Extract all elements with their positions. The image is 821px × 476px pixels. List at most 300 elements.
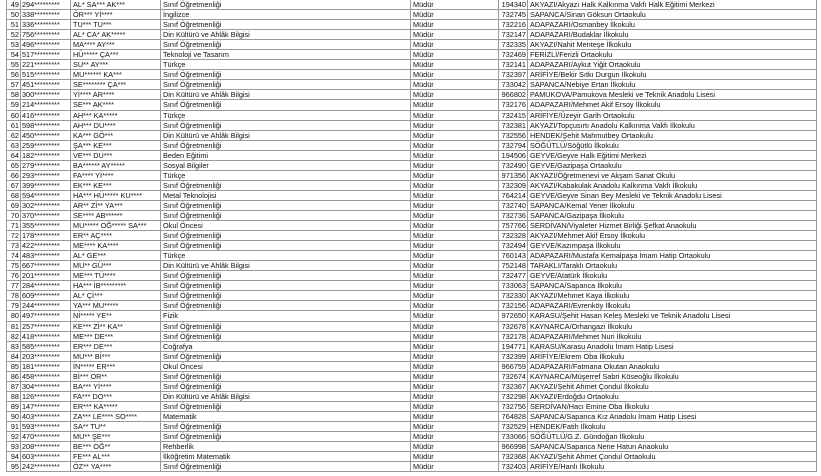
row-number: 49 bbox=[7, 0, 21, 10]
name-cell: ZA*** LE**** SO**** bbox=[71, 411, 161, 421]
title-cell: Müdür bbox=[411, 462, 499, 472]
institution-name: AKYAZI/Şehit Ahmet Çondul Ortaokulu bbox=[528, 452, 817, 462]
institution-name: SAPANCA/Kemal Yener İlkokulu bbox=[528, 200, 817, 210]
title-cell: Müdür bbox=[411, 140, 499, 150]
row-number: 69 bbox=[7, 200, 21, 210]
institution-name: ADAPAZARI/Osmanbey İlkokulu bbox=[528, 20, 817, 30]
title-cell: Müdür bbox=[411, 231, 499, 241]
table-row bbox=[7, 462, 817, 472]
name-cell: KA*** GÖ*** bbox=[71, 130, 161, 140]
name-cell: HA*** HÜ***** KU**** bbox=[71, 190, 161, 200]
name-cell: FE*** AL*** bbox=[71, 452, 161, 462]
tc-number: 338********* bbox=[21, 10, 71, 20]
row-number: 58 bbox=[7, 90, 21, 100]
name-cell: AL* CA* AK***** bbox=[71, 30, 161, 40]
branch-cell: Sınıf Öğretmenliği bbox=[161, 0, 411, 10]
table-row bbox=[7, 291, 817, 301]
branch-cell: Din Kültürü ve Ahlâk Bilgisi bbox=[161, 261, 411, 271]
branch-cell: Okul Öncesi bbox=[161, 221, 411, 231]
name-cell: SE******** ÇA*** bbox=[71, 80, 161, 90]
institution-name: ADAPAZARI/Aykut Yiğit Ortaokulu bbox=[528, 60, 817, 70]
table-row bbox=[7, 0, 817, 10]
institution-name: AKYAZI/Erdoğdu Ortaokulu bbox=[528, 391, 817, 401]
institution-name: AKYAZI/Mehmet Akif Ersoy İlkokulu bbox=[528, 231, 817, 241]
row-number: 63 bbox=[7, 140, 21, 150]
branch-cell: Sınıf Öğretmenliği bbox=[161, 180, 411, 190]
table-row bbox=[7, 381, 817, 391]
title-cell: Müdür bbox=[411, 190, 499, 200]
institution-name: GEYVE/Geyve Halk Eğitimi Merkezi bbox=[528, 150, 817, 160]
table-row bbox=[7, 100, 817, 110]
institution-code: 194340 bbox=[499, 0, 528, 10]
institution-code: 732403 bbox=[499, 462, 528, 472]
institution-name: PAMUKOVA/Pamukova Mesleki ve Teknik Anadolu Lisesi bbox=[528, 90, 817, 100]
institution-name: SAPANCA/Sapanca Nene Hatun Anaokulu bbox=[528, 442, 817, 452]
row-number: 77 bbox=[7, 281, 21, 291]
tc-number: 201********* bbox=[21, 271, 71, 281]
tc-number: 418********* bbox=[21, 331, 71, 341]
tc-number: 593********* bbox=[21, 421, 71, 431]
institution-name: KAYNARCA/Orhangazi İlkokulu bbox=[528, 321, 817, 331]
institution-code: 732556 bbox=[499, 130, 528, 140]
institution-name: ADAPAZARI/Mustafa Kemalpaşa İmam Hatip Ortaokulu bbox=[528, 251, 817, 261]
tc-number: 585********* bbox=[21, 341, 71, 351]
institution-name: SAPANCA/Sapanca Kız Anadolu İmam Hatip Lisesi bbox=[528, 411, 817, 421]
institution-code: 757766 bbox=[499, 221, 528, 231]
title-cell: Müdür bbox=[411, 401, 499, 411]
institution-name: HENDEK/Şehit Mahmutbey Ortaokulu bbox=[528, 130, 817, 140]
name-cell: YA*** MU***** bbox=[71, 301, 161, 311]
branch-cell: Okul Öncesi bbox=[161, 361, 411, 371]
table-row bbox=[7, 10, 817, 20]
table-row bbox=[7, 411, 817, 421]
tc-number: 221********* bbox=[21, 60, 71, 70]
row-number: 82 bbox=[7, 331, 21, 341]
table-row bbox=[7, 251, 817, 261]
institution-code: 732529 bbox=[499, 421, 528, 431]
row-number: 95 bbox=[7, 462, 21, 472]
institution-code: 732176 bbox=[499, 100, 528, 110]
institution-code: 732794 bbox=[499, 140, 528, 150]
branch-cell: Sınıf Öğretmenliği bbox=[161, 80, 411, 90]
table-row bbox=[7, 20, 817, 30]
name-cell: AL* Çİ*** bbox=[71, 291, 161, 301]
tc-number: 293********* bbox=[21, 170, 71, 180]
name-cell: ÖR*** Yİ**** bbox=[71, 10, 161, 20]
tc-number: 214********* bbox=[21, 100, 71, 110]
institution-code: 732141 bbox=[499, 60, 528, 70]
tc-number: 497********* bbox=[21, 311, 71, 321]
tc-number: 756********* bbox=[21, 30, 71, 40]
appointment-table bbox=[6, 0, 817, 472]
tc-number: 257********* bbox=[21, 321, 71, 331]
table-row bbox=[7, 271, 817, 281]
institution-code: 966802 bbox=[499, 90, 528, 100]
row-number: 50 bbox=[7, 10, 21, 20]
table-row bbox=[7, 50, 817, 60]
name-cell: SU** AY*** bbox=[71, 60, 161, 70]
title-cell: Müdür bbox=[411, 120, 499, 130]
branch-cell: Rehberlik bbox=[161, 442, 411, 452]
branch-cell: Sınıf Öğretmenliği bbox=[161, 271, 411, 281]
title-cell: Müdür bbox=[411, 40, 499, 50]
table-row bbox=[7, 371, 817, 381]
branch-cell: Metal Teknolojisi bbox=[161, 190, 411, 200]
row-number: 59 bbox=[7, 100, 21, 110]
tc-number: 178********* bbox=[21, 231, 71, 241]
table-row bbox=[7, 311, 817, 321]
table-row bbox=[7, 130, 817, 140]
title-cell: Müdür bbox=[411, 432, 499, 442]
tc-number: 609********* bbox=[21, 291, 71, 301]
row-number: 70 bbox=[7, 210, 21, 220]
title-cell: Müdür bbox=[411, 10, 499, 20]
institution-name: FERİZLİ/Ferizli Ortaokulu bbox=[528, 50, 817, 60]
row-number: 51 bbox=[7, 20, 21, 30]
title-cell: Müdür bbox=[411, 20, 499, 30]
institution-name: AKYAZI/Topçusırtı Anadolu Kalkınma Vakfı İlkokulu bbox=[528, 120, 817, 130]
branch-cell: Türkçe bbox=[161, 170, 411, 180]
name-cell: ER*** KA***** bbox=[71, 401, 161, 411]
institution-name: SÖĞÜTLÜ/Söğütlü İlkokulu bbox=[528, 140, 817, 150]
name-cell: ER** AÇ**** bbox=[71, 231, 161, 241]
institution-name: KAYNARCA/Müşerref Sabri Köseoğlu İlkokulu bbox=[528, 371, 817, 381]
tc-number: 244********* bbox=[21, 301, 71, 311]
institution-code: 764214 bbox=[499, 190, 528, 200]
title-cell: Müdür bbox=[411, 452, 499, 462]
institution-code: 732156 bbox=[499, 301, 528, 311]
tc-number: 370********* bbox=[21, 210, 71, 220]
name-cell: BA****** AY***** bbox=[71, 160, 161, 170]
tc-number: 181********* bbox=[21, 361, 71, 371]
row-number: 73 bbox=[7, 241, 21, 251]
branch-cell: Sınıf Öğretmenliği bbox=[161, 351, 411, 361]
tc-number: 422********* bbox=[21, 241, 71, 251]
institution-name: SAPANCA/Sinan Göksun Ortaokulu bbox=[528, 10, 817, 20]
branch-cell: Sınıf Öğretmenliği bbox=[161, 421, 411, 431]
institution-code: 732469 bbox=[499, 50, 528, 60]
title-cell: Müdür bbox=[411, 301, 499, 311]
branch-cell: Din Kültürü ve Ahlâk Bilgisi bbox=[161, 90, 411, 100]
name-cell: Nİ***** YE** bbox=[71, 311, 161, 321]
row-number: 56 bbox=[7, 70, 21, 80]
table-row bbox=[7, 341, 817, 351]
row-number: 81 bbox=[7, 321, 21, 331]
table-row bbox=[7, 30, 817, 40]
name-cell: TU*** TU*** bbox=[71, 20, 161, 30]
institution-code: 760143 bbox=[499, 251, 528, 261]
table-row bbox=[7, 221, 817, 231]
row-number: 85 bbox=[7, 361, 21, 371]
table-row bbox=[7, 401, 817, 411]
name-cell: ME**** KA**** bbox=[71, 241, 161, 251]
name-cell: MU****** KA*** bbox=[71, 70, 161, 80]
title-cell: Müdür bbox=[411, 411, 499, 421]
branch-cell: İlköğretim Matematik bbox=[161, 452, 411, 462]
institution-code: 732490 bbox=[499, 160, 528, 170]
name-cell: AH*** DU**** bbox=[71, 120, 161, 130]
table-row bbox=[7, 60, 817, 70]
tc-number: 208********* bbox=[21, 442, 71, 452]
table-row bbox=[7, 190, 817, 200]
branch-cell: Sınıf Öğretmenliği bbox=[161, 210, 411, 220]
tc-number: 147********* bbox=[21, 401, 71, 411]
title-cell: Müdür bbox=[411, 381, 499, 391]
institution-code: 732335 bbox=[499, 40, 528, 50]
row-number: 94 bbox=[7, 452, 21, 462]
row-number: 62 bbox=[7, 130, 21, 140]
institution-name: ADAPAZARI/Fatmana Okutan Anaokulu bbox=[528, 361, 817, 371]
row-number: 65 bbox=[7, 160, 21, 170]
name-cell: BE*** OĞ** bbox=[71, 442, 161, 452]
table-row bbox=[7, 140, 817, 150]
name-cell: HÜ***** ÇA*** bbox=[71, 50, 161, 60]
institution-code: 732399 bbox=[499, 351, 528, 361]
row-number: 66 bbox=[7, 170, 21, 180]
name-cell: SA** TU** bbox=[71, 421, 161, 431]
name-cell: BA*** Yİ**** bbox=[71, 381, 161, 391]
table-row bbox=[7, 120, 817, 130]
name-cell: AH*** KA***** bbox=[71, 110, 161, 120]
name-cell: MU** GÜ*** bbox=[71, 261, 161, 271]
institution-code: 732494 bbox=[499, 241, 528, 251]
tc-number: 594********* bbox=[21, 190, 71, 200]
name-cell: SE*** AK**** bbox=[71, 100, 161, 110]
table-row bbox=[7, 261, 817, 271]
institution-name: KARASU/Karasu Anadolu İmam Hatip Lisesi bbox=[528, 341, 817, 351]
institution-code: 732415 bbox=[499, 110, 528, 120]
title-cell: Müdür bbox=[411, 130, 499, 140]
table-row bbox=[7, 331, 817, 341]
institution-name: ARİFİYE/Üzeyir Garih Ortaokulu bbox=[528, 110, 817, 120]
title-cell: Müdür bbox=[411, 361, 499, 371]
row-number: 86 bbox=[7, 371, 21, 381]
institution-code: 732397 bbox=[499, 70, 528, 80]
name-cell: MU***** OĞ***** SA*** bbox=[71, 221, 161, 231]
branch-cell: Sınıf Öğretmenliği bbox=[161, 20, 411, 30]
name-cell: MU** ŞE*** bbox=[71, 432, 161, 442]
row-number: 91 bbox=[7, 421, 21, 431]
tc-number: 355********* bbox=[21, 221, 71, 231]
institution-code: 732477 bbox=[499, 271, 528, 281]
tc-number: 598********* bbox=[21, 120, 71, 130]
title-cell: Müdür bbox=[411, 251, 499, 261]
institution-name: SAPANCA/Sapanca İlkokulu bbox=[528, 281, 817, 291]
row-number: 90 bbox=[7, 411, 21, 421]
name-cell: AL* GE*** bbox=[71, 251, 161, 261]
institution-name: SÖĞÜTLÜ/G.Z. Gündoğan İlkokulu bbox=[528, 432, 817, 442]
title-cell: Müdür bbox=[411, 341, 499, 351]
name-cell: EK*** KE*** bbox=[71, 180, 161, 190]
row-number: 78 bbox=[7, 291, 21, 301]
branch-cell: Sınıf Öğretmenliği bbox=[161, 301, 411, 311]
institution-code: 732756 bbox=[499, 401, 528, 411]
institution-name: HENDEK/Fatih İlkokulu bbox=[528, 421, 817, 431]
institution-code: 732330 bbox=[499, 291, 528, 301]
name-cell: FA*** DO*** bbox=[71, 391, 161, 401]
tc-number: 279********* bbox=[21, 160, 71, 170]
name-cell: HA*** İB********* bbox=[71, 281, 161, 291]
tc-number: 667********* bbox=[21, 261, 71, 271]
row-number: 75 bbox=[7, 261, 21, 271]
title-cell: Müdür bbox=[411, 60, 499, 70]
table-row bbox=[7, 110, 817, 120]
table-row bbox=[7, 452, 817, 462]
branch-cell: Sınıf Öğretmenliği bbox=[161, 281, 411, 291]
table-row bbox=[7, 432, 817, 442]
title-cell: Müdür bbox=[411, 261, 499, 271]
name-cell: AL* SA*** AK*** bbox=[71, 0, 161, 10]
title-cell: Müdür bbox=[411, 371, 499, 381]
branch-cell: Sınıf Öğretmenliği bbox=[161, 200, 411, 210]
institution-name: ADAPAZARI/Mehmet Nuri İlkokulu bbox=[528, 331, 817, 341]
tc-number: 302********* bbox=[21, 200, 71, 210]
table-row bbox=[7, 200, 817, 210]
title-cell: Müdür bbox=[411, 311, 499, 321]
table-row bbox=[7, 70, 817, 80]
title-cell: Müdür bbox=[411, 391, 499, 401]
institution-name: ARİFİYE/Hanlı İlkokulu bbox=[528, 462, 817, 472]
row-number: 79 bbox=[7, 301, 21, 311]
institution-name: AKYAZI/Akyazı Halk Kalkınma Vakfı Halk Eğitimi Merkezi bbox=[528, 0, 817, 10]
institution-code: 732309 bbox=[499, 180, 528, 190]
title-cell: Müdür bbox=[411, 271, 499, 281]
tc-number: 294********* bbox=[21, 0, 71, 10]
tc-number: 517********* bbox=[21, 50, 71, 60]
institution-code: 764828 bbox=[499, 411, 528, 421]
branch-cell: Teknoloji ve Tasarım bbox=[161, 50, 411, 60]
institution-code: 732147 bbox=[499, 30, 528, 40]
title-cell: Müdür bbox=[411, 200, 499, 210]
row-number: 68 bbox=[7, 190, 21, 200]
row-number: 71 bbox=[7, 221, 21, 231]
institution-code: 732368 bbox=[499, 452, 528, 462]
institution-code: 733066 bbox=[499, 432, 528, 442]
institution-name: ADAPAZARI/Evrenköy İlkokulu bbox=[528, 301, 817, 311]
row-number: 53 bbox=[7, 40, 21, 50]
title-cell: Müdür bbox=[411, 50, 499, 60]
name-cell: VE*** DU*** bbox=[71, 150, 161, 160]
tc-number: 242********* bbox=[21, 462, 71, 472]
table-row bbox=[7, 150, 817, 160]
branch-cell: Matematik bbox=[161, 411, 411, 421]
row-number: 80 bbox=[7, 311, 21, 321]
branch-cell: Sınıf Öğretmenliği bbox=[161, 120, 411, 130]
row-number: 87 bbox=[7, 381, 21, 391]
tc-number: 399********* bbox=[21, 180, 71, 190]
table-row bbox=[7, 170, 817, 180]
institution-name: KARASU/Şehit Hasan Keleş Mesleki ve Teknik Anadolu Lisesi bbox=[528, 311, 817, 321]
branch-cell: Coğrafya bbox=[161, 341, 411, 351]
row-number: 52 bbox=[7, 30, 21, 40]
title-cell: Müdür bbox=[411, 291, 499, 301]
row-number: 61 bbox=[7, 120, 21, 130]
table-row bbox=[7, 40, 817, 50]
row-number: 93 bbox=[7, 442, 21, 452]
table-row bbox=[7, 301, 817, 311]
institution-code: 732216 bbox=[499, 20, 528, 30]
title-cell: Müdür bbox=[411, 180, 499, 190]
table-row bbox=[7, 210, 817, 220]
branch-cell: Din Kültürü ve Ahlâk Bilgisi bbox=[161, 130, 411, 140]
title-cell: Müdür bbox=[411, 90, 499, 100]
tc-number: 458********* bbox=[21, 371, 71, 381]
name-cell: KE*** Zİ** KA** bbox=[71, 321, 161, 331]
title-cell: Müdür bbox=[411, 321, 499, 331]
institution-code: 732736 bbox=[499, 210, 528, 220]
name-cell: ÖZ** YA**** bbox=[71, 462, 161, 472]
tc-number: 515********* bbox=[21, 70, 71, 80]
institution-code: 732678 bbox=[499, 321, 528, 331]
institution-code: 732328 bbox=[499, 231, 528, 241]
branch-cell: Sınıf Öğretmenliği bbox=[161, 462, 411, 472]
title-cell: Müdür bbox=[411, 80, 499, 90]
institution-name: GEYVE/Geyve Sinan Bey Mesleki ve Teknik Anadolu Lisesi bbox=[528, 190, 817, 200]
institution-name: GEYVE/Kazımpaşa İlkokulu bbox=[528, 241, 817, 251]
tc-number: 450********* bbox=[21, 130, 71, 140]
table-row bbox=[7, 90, 817, 100]
row-number: 83 bbox=[7, 341, 21, 351]
name-cell: MU*** Bİ*** bbox=[71, 351, 161, 361]
institution-code: 732745 bbox=[499, 10, 528, 20]
tc-number: 182********* bbox=[21, 150, 71, 160]
row-number: 76 bbox=[7, 271, 21, 281]
tc-number: 496********* bbox=[21, 40, 71, 50]
branch-cell: Sınıf Öğretmenliği bbox=[161, 401, 411, 411]
institution-name: SAPANCA/Gazipaşa İlkokulu bbox=[528, 210, 817, 220]
institution-name: ARİFİYE/Ekrem Oba İlkokulu bbox=[528, 351, 817, 361]
name-cell: Yİ**** AR**** bbox=[71, 90, 161, 100]
title-cell: Müdür bbox=[411, 442, 499, 452]
table-row bbox=[7, 391, 817, 401]
table-row bbox=[7, 321, 817, 331]
institution-name: AKYAZI/Kabakulak Anadolu Kalkınma Vakfı İlkokulu bbox=[528, 180, 817, 190]
branch-cell: Sınıf Öğretmenliği bbox=[161, 70, 411, 80]
tc-number: 300********* bbox=[21, 90, 71, 100]
branch-cell: Sınıf Öğretmenliği bbox=[161, 100, 411, 110]
table-row bbox=[7, 442, 817, 452]
title-cell: Müdür bbox=[411, 110, 499, 120]
branch-cell: Sınıf Öğretmenliği bbox=[161, 432, 411, 442]
institution-name: GEYVE/Atatürk İlkokulu bbox=[528, 271, 817, 281]
institution-name: TARAKLI/Taraklı Ortaokulu bbox=[528, 261, 817, 271]
institution-code: 752148 bbox=[499, 261, 528, 271]
title-cell: Müdür bbox=[411, 351, 499, 361]
tc-number: 403********* bbox=[21, 411, 71, 421]
institution-name: AKYAZI/Nahit Menteşe İlkokulu bbox=[528, 40, 817, 50]
institution-name: ARİFİYE/Bekir Sıtkı Durgun İlkokulu bbox=[528, 70, 817, 80]
institution-name: AKYAZI/Mehmet Kaya İlkokulu bbox=[528, 291, 817, 301]
branch-cell: Beden Eğitimi bbox=[161, 150, 411, 160]
title-cell: Müdür bbox=[411, 70, 499, 80]
row-number: 92 bbox=[7, 432, 21, 442]
branch-cell: Sınıf Öğretmenliği bbox=[161, 241, 411, 251]
institution-name: SERDİVAN/Hacı Emine Oba İlkokulu bbox=[528, 401, 817, 411]
row-number: 60 bbox=[7, 110, 21, 120]
branch-cell: Sınıf Öğretmenliği bbox=[161, 331, 411, 341]
branch-cell: Sınıf Öğretmenliği bbox=[161, 371, 411, 381]
branch-cell: Din Kültürü ve Ahlâk Bilgisi bbox=[161, 30, 411, 40]
row-number: 88 bbox=[7, 391, 21, 401]
branch-cell: Fizik bbox=[161, 311, 411, 321]
institution-name: ADAPAZARI/Mehmet Akif Ersoy İlkokulu bbox=[528, 100, 817, 110]
name-cell: MA**** AY*** bbox=[71, 40, 161, 50]
name-cell: FA**** Yİ**** bbox=[71, 170, 161, 180]
title-cell: Müdür bbox=[411, 170, 499, 180]
tc-number: 603********* bbox=[21, 452, 71, 462]
institution-code: 733063 bbox=[499, 281, 528, 291]
branch-cell: Sosyal Bilgiler bbox=[161, 160, 411, 170]
